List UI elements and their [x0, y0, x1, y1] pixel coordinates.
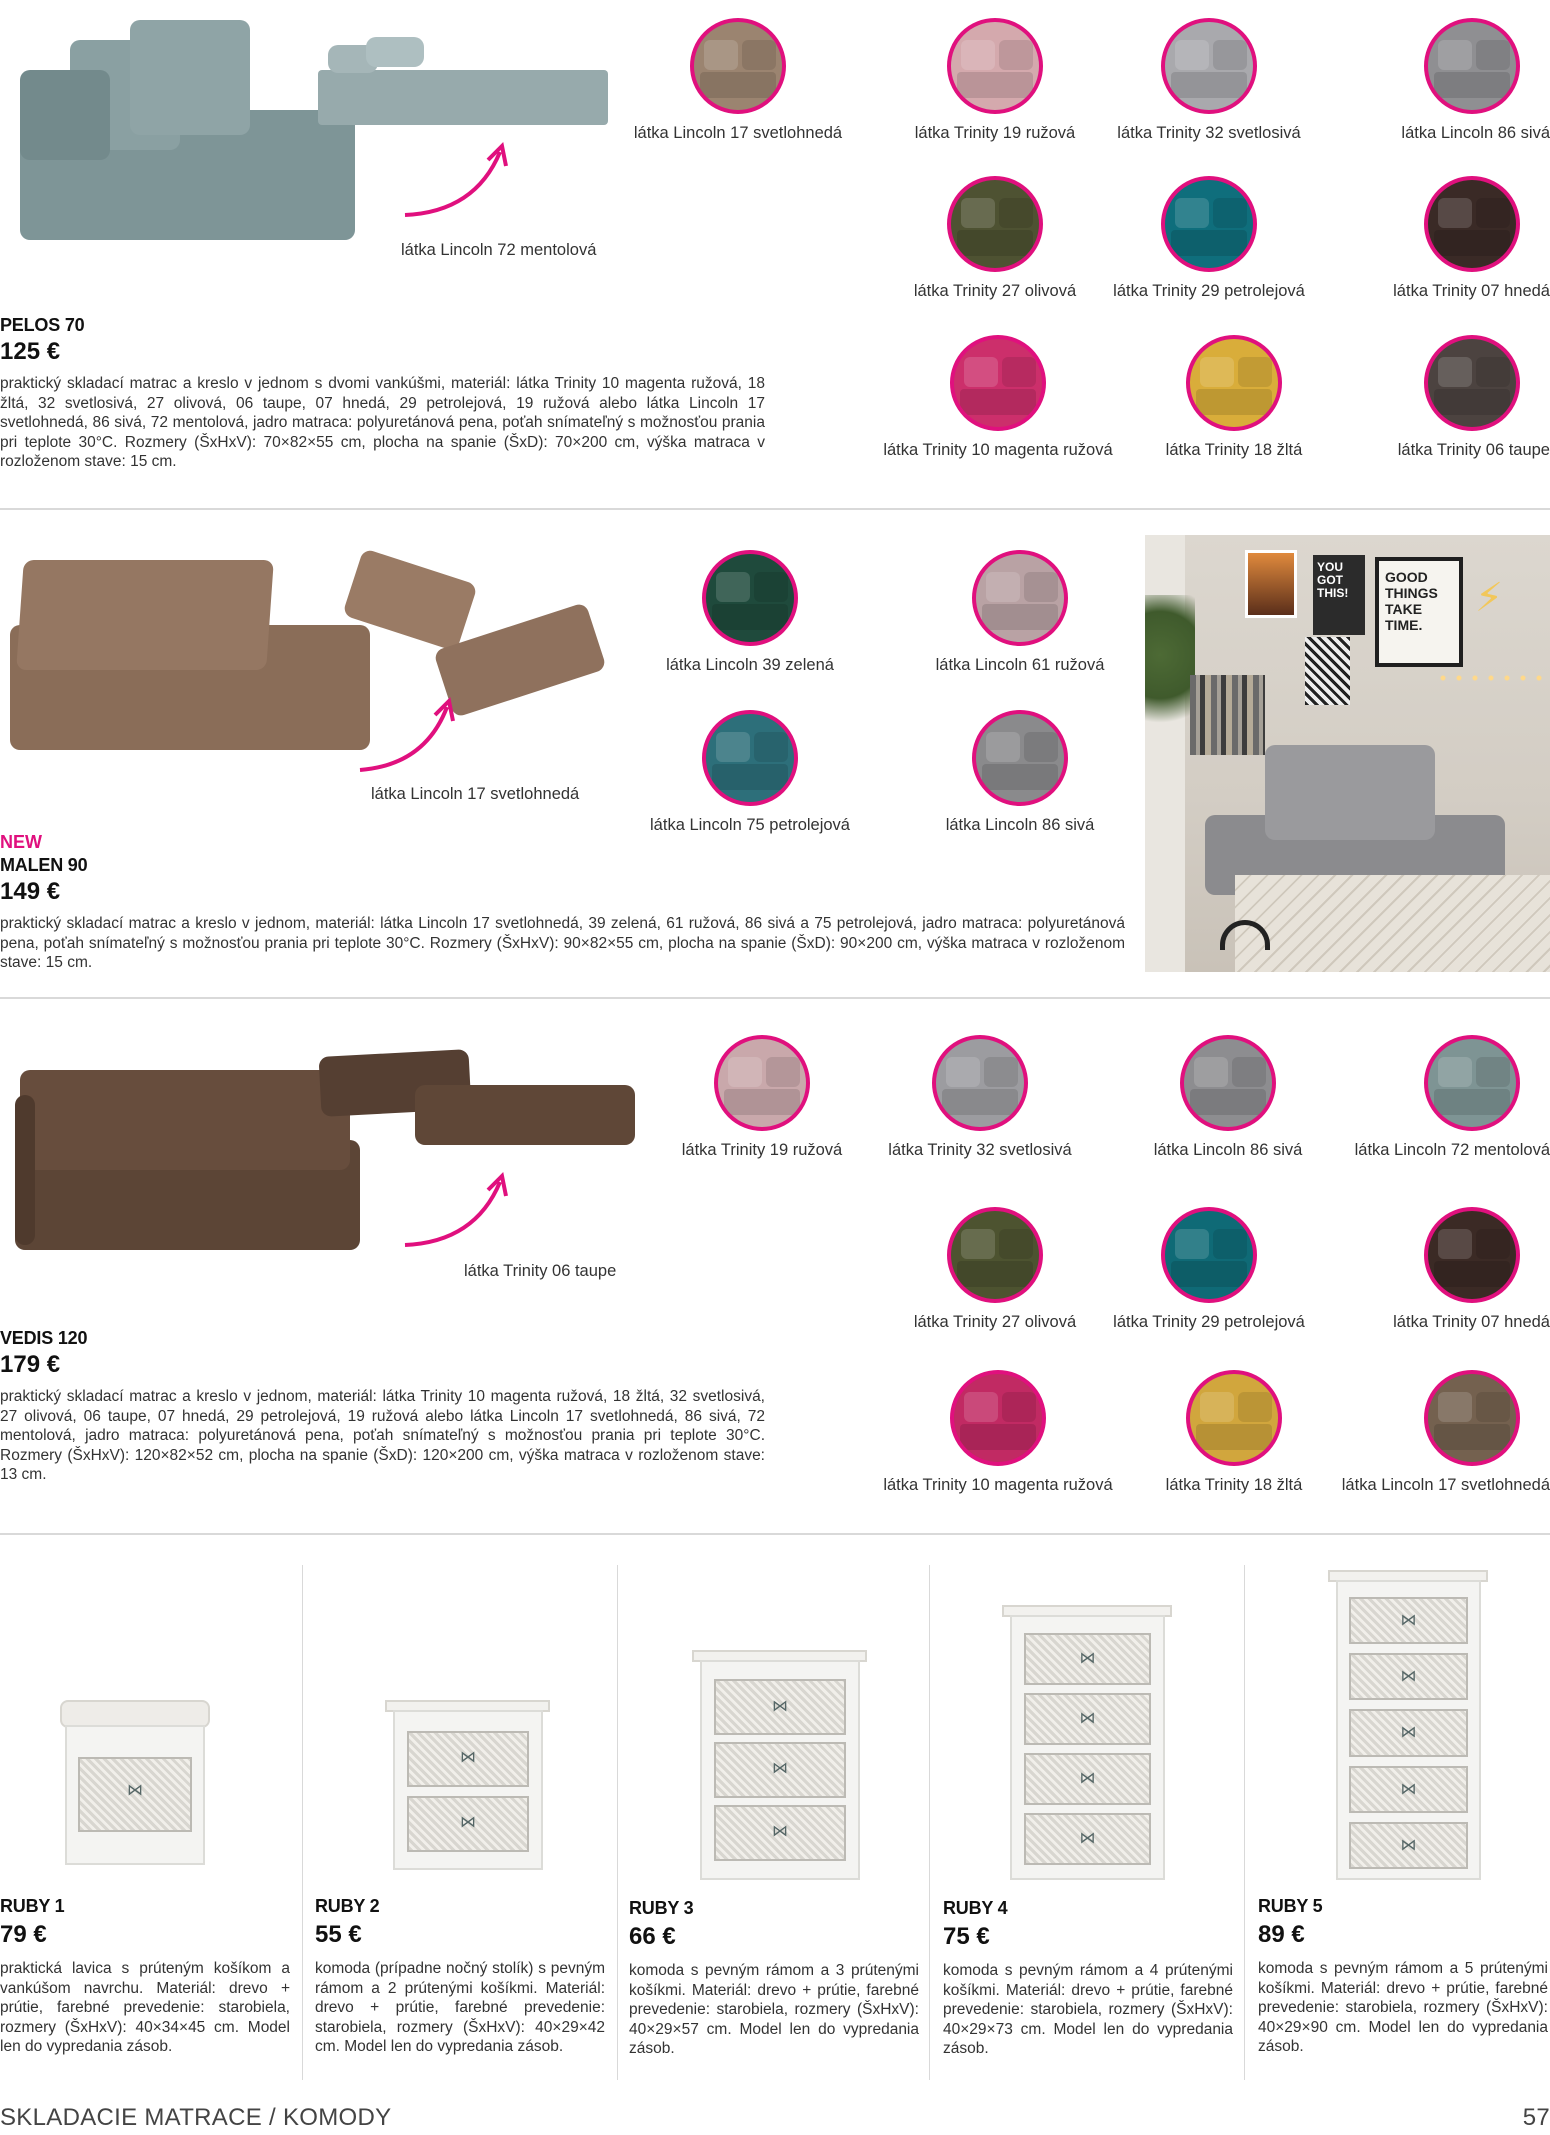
- vedis-swatch[interactable]: látka Lincoln 86 sivá: [1118, 1035, 1338, 1160]
- vedis-sofa-image: [15, 1065, 360, 1250]
- page-number: 57: [1522, 2104, 1550, 2131]
- fabric-swatch-icon: [947, 18, 1043, 114]
- fabric-swatch-icon: [1424, 1370, 1520, 1466]
- ruby4-description: komoda s pevným rámom a 4 prútenými košíkmi. Materiál: drevo + prútie, farebné prevedenie: starobiela, rozmery (ŠxHxV): 40×29×73 cm. Model len do vypredania zásob.: [943, 1962, 1233, 2057]
- column-divider: [302, 1565, 303, 2080]
- malen-swatch[interactable]: látka Lincoln 61 ružová: [910, 550, 1130, 675]
- ruby3-block: [629, 1898, 919, 2059]
- vedis-name: VEDIS 120: [0, 1328, 88, 1348]
- pelos-chair-image: [10, 10, 365, 245]
- malen-name: MALEN 90: [0, 855, 88, 875]
- vedis-swatch[interactable]: látka Trinity 27 olivová: [885, 1207, 1105, 1332]
- ruby1-image: ⋈: [60, 1700, 210, 1865]
- malen-price: 149 €: [0, 878, 61, 905]
- poster-good-things: GOOD THINGS TAKE TIME.: [1375, 557, 1463, 667]
- pelos-swatch[interactable]: látka Trinity 07 hnedá: [1330, 176, 1550, 301]
- column-divider: [617, 1565, 618, 2080]
- fabric-swatch-icon: [1186, 1370, 1282, 1466]
- pelos-description: praktický skladací matrac a kreslo v jednom s dvomi vankúšmi, materiál: látka Trinity 10 magenta ružová, 18 žltá, 32 svetlosivá, 27 olivová, 06 taupe, 07 hnedá, 29 petrolejová, 19 ružová alebo látka Lincoln 17 svetlohnedá, 86 sivá, 72 mentolová, jadro matraca: polyuretánová pena, poťah snímateľný s možnosťou prania pri teplote 30°C. Rozmery (ŠxHxV): 70×82×55 cm, plocha na spanie (ŠxD): 70×200 cm, výška matraca v rozloženom stave: 15 cm.: [0, 375, 765, 470]
- fabric-swatch-icon: [947, 176, 1043, 272]
- poster-sunset: [1245, 550, 1297, 618]
- pelos-swatch[interactable]: látka Trinity 29 petrolejová: [1099, 176, 1319, 301]
- malen-room-photo: [1145, 535, 1550, 972]
- malen-description: praktický skladací matrac a kreslo v jednom, materiál: látka Lincoln 17 svetlohnedá, 39 zelená, 61 ružová, 86 sivá a 75 petrolejová, jadro matraca: polyuretánová pena, poťah snímateľný s možnosťou prania pri teplote 30°C. Rozmery (ŠxHxV): 90×82×55 cm, plocha na spanie (ŠxD): 90×200 cm, výška matraca v rozloženom stave: 15 cm.: [0, 915, 1125, 971]
- ruby2-block: [315, 1896, 605, 2057]
- vedis-swatch[interactable]: látka Lincoln 17 svetlohnedá: [1300, 1370, 1550, 1495]
- ruby3-price: 66 €: [629, 1923, 676, 1950]
- fabric-swatch-icon: [947, 1207, 1043, 1303]
- fabric-swatch-icon: [1424, 335, 1520, 431]
- ruby1-name: RUBY 1: [0, 1896, 65, 1916]
- ruby5-name: RUBY 5: [1258, 1896, 1323, 1916]
- ruby2-name: RUBY 2: [315, 1896, 380, 1916]
- vedis-description: praktický skladací matrac a kreslo v jednom, materiál: látka Trinity 10 magenta ružová, 18 žltá, 32 svetlosivá, 27 olivová, 06 taupe, 07 hnedá, 29 petrolejová, 19 ružová alebo látka Lincoln 17 svetlohnedá, 86 sivá, 72 mentolová, jadro matraca: polyuretánová pena, poťah snímateľný s možnosťou prania pri teplote 30°C. Rozmery (ŠxHxV): 120×82×52 cm, plocha na spanie (ŠxD): 120×200 cm, výška matraca v rozloženom stave: 13 cm.: [0, 1388, 765, 1483]
- lightning-icon: ⚡: [1475, 576, 1504, 620]
- malen-swatch[interactable]: látka Lincoln 39 zelená: [640, 550, 860, 675]
- divider: [0, 1533, 1550, 1535]
- vedis-swatch[interactable]: látka Trinity 19 ružová: [652, 1035, 872, 1160]
- grey-chair: [1205, 745, 1505, 895]
- ruby3-description: komoda s pevným rámom a 3 prútenými košíkmi. Materiál: drevo + prútie, farebné prevedenie: starobiela, rozmery (ŠxHxV): 40×29×57 cm. Model len do vypredania zásob.: [629, 1962, 919, 2057]
- pelos-swatch[interactable]: látka Trinity 27 olivová: [885, 176, 1105, 301]
- vedis-arrow-icon: [400, 1170, 515, 1250]
- malen-swatch[interactable]: látka Lincoln 86 sivá: [910, 710, 1130, 835]
- poster-you-got-this: YOU GOT THIS!: [1313, 555, 1365, 635]
- malen-chair-image: [10, 555, 370, 755]
- pelos-swatch[interactable]: látka Trinity 06 taupe: [1330, 335, 1550, 460]
- pelos-swatch[interactable]: látka Trinity 18 žltá: [1124, 335, 1344, 460]
- fabric-swatch-icon: [950, 1370, 1046, 1466]
- ruby2-price: 55 €: [315, 1921, 362, 1948]
- pelos-name: PELOS 70: [0, 315, 85, 335]
- ruby5-block: [1258, 1896, 1548, 2057]
- ruby1-price: 79 €: [0, 1921, 47, 1948]
- pelos-mattress-image: [318, 25, 610, 140]
- new-badge: NEW: [0, 832, 42, 852]
- divider: [0, 508, 1550, 510]
- ruby4-price: 75 €: [943, 1923, 990, 1950]
- fabric-swatch-icon: [1161, 18, 1257, 114]
- fabric-swatch-icon: [1424, 1207, 1520, 1303]
- malen-arrow-icon: [355, 695, 460, 775]
- footer-section-title: SKLADACIE MATRACE / KOMODY: [0, 2104, 392, 2131]
- ruby2-description: komoda (prípadne nočný stolík) s pevným rámom a 2 prútenými košíkmi. Materiál: drevo + prútie, farebné prevedenie: starobiela, rozmery (ŠxHxV): 40×29×42 cm. Model len do vypredania zásob.: [315, 1960, 605, 2055]
- fabric-swatch-icon: [1161, 176, 1257, 272]
- fabric-swatch-icon: [1180, 1035, 1276, 1131]
- ruby5-image: ⋈ ⋈ ⋈ ⋈ ⋈: [1328, 1570, 1488, 1880]
- malen-swatch[interactable]: látka Lincoln 75 petrolejová: [640, 710, 860, 835]
- pelos-price: 125 €: [0, 338, 61, 365]
- fabric-swatch-icon: [950, 335, 1046, 431]
- rug: [1235, 875, 1550, 972]
- fabric-swatch-icon: [1424, 18, 1520, 114]
- column-divider: [929, 1565, 930, 2080]
- pelos-swatch[interactable]: látka Lincoln 17 svetlohnedá: [628, 18, 848, 143]
- ruby5-description: komoda s pevným rámom a 5 prútenými košíkmi. Materiál: drevo + prútie, farebné prevedenie: starobiela, rozmery (ŠxHxV): 40×29×90 cm. Model len do vypredania zásob.: [1258, 1960, 1548, 2055]
- fabric-swatch-icon: [1161, 1207, 1257, 1303]
- ruby1-block: [0, 1896, 290, 2057]
- ruby3-image: ⋈ ⋈ ⋈: [692, 1650, 867, 1880]
- fabric-swatch-icon: [972, 710, 1068, 806]
- vedis-main-caption: látka Trinity 06 taupe: [464, 1262, 617, 1280]
- bookshelf: [1190, 675, 1265, 755]
- ruby4-name: RUBY 4: [943, 1898, 1008, 1918]
- fabric-swatch-icon: [702, 710, 798, 806]
- vedis-price: 179 €: [0, 1351, 61, 1378]
- fabric-swatch-icon: [1424, 1035, 1520, 1131]
- vedis-swatch[interactable]: látka Trinity 29 petrolejová: [1099, 1207, 1319, 1332]
- pelos-arrow-icon: [400, 140, 515, 220]
- ruby1-description: praktická lavica s prúteným košíkom a vankúšom navrchu. Materiál: drevo + prútie, farebné prevedenie: starobiela, rozmery (ŠxHxV): 40×34×45 cm. Model len do vypredania zásob.: [0, 1960, 290, 2055]
- vedis-mattress-image: [320, 1045, 640, 1160]
- pelos-main-caption: látka Lincoln 72 mentolová: [401, 241, 597, 259]
- pelos-swatch[interactable]: látka Trinity 10 magenta ružová: [848, 335, 1148, 460]
- fabric-swatch-icon: [690, 18, 786, 114]
- ruby4-image: ⋈ ⋈ ⋈ ⋈: [1002, 1605, 1172, 1880]
- ruby2-image: ⋈ ⋈: [385, 1700, 550, 1870]
- plant: [1145, 595, 1195, 745]
- fabric-swatch-icon: [714, 1035, 810, 1131]
- divider: [0, 997, 1550, 999]
- string-lights: [1435, 670, 1550, 690]
- malen-main-caption: látka Lincoln 17 svetlohnedá: [371, 785, 580, 803]
- fabric-swatch-icon: [932, 1035, 1028, 1131]
- vedis-swatch[interactable]: látka Trinity 32 svetlosivá: [870, 1035, 1090, 1160]
- ruby4-block: [943, 1898, 1233, 2059]
- vedis-swatch[interactable]: látka Trinity 10 magenta ružová: [848, 1370, 1148, 1495]
- fabric-swatch-icon: [972, 550, 1068, 646]
- pelos-swatch[interactable]: látka Trinity 32 svetlosivá: [1099, 18, 1319, 143]
- ruby5-price: 89 €: [1258, 1921, 1305, 1948]
- vedis-swatch[interactable]: látka Trinity 18 žltá: [1124, 1370, 1344, 1495]
- fabric-swatch-icon: [1424, 176, 1520, 272]
- fabric-swatch-icon: [1186, 335, 1282, 431]
- poster-pattern: [1305, 637, 1350, 705]
- column-divider: [1244, 1565, 1245, 2080]
- vedis-swatch[interactable]: látka Trinity 07 hnedá: [1330, 1207, 1550, 1332]
- pelos-swatch[interactable]: látka Lincoln 86 sivá: [1330, 18, 1550, 143]
- pelos-swatch[interactable]: látka Trinity 19 ružová: [885, 18, 1105, 143]
- fabric-swatch-icon: [702, 550, 798, 646]
- vedis-swatch[interactable]: látka Lincoln 72 mentolová: [1330, 1035, 1550, 1160]
- ruby3-name: RUBY 3: [629, 1898, 694, 1918]
